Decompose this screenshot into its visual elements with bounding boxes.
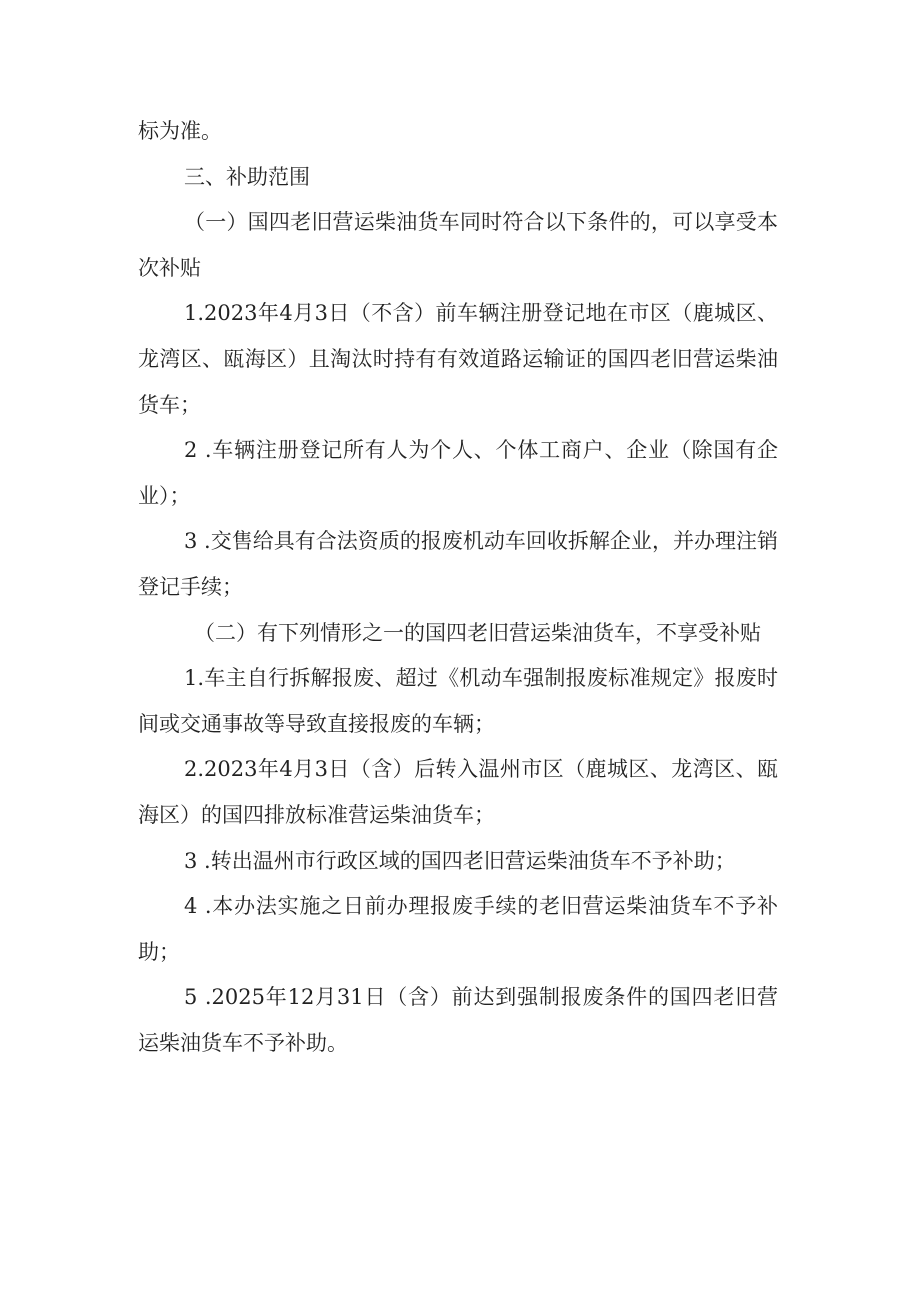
ineligible-condition-4: 4 .本办法实施之日前办理报废手续的老旧营运柴油货车不予补助； [138, 894, 778, 964]
ineligible-condition-1: 1.车主自行拆解报废、超过《机动车强制报废标准规定》报废时间或交通事故等导致直接报废的车辆； [138, 666, 778, 736]
subsection-eligible-heading: （一）国四老旧营运柴油货车同时符合以下条件的，可以享受本次补贴 [138, 210, 778, 280]
subsection-ineligible-heading: （二）有下列情形之一的国四老旧营运柴油货车，不享受补贴 [194, 620, 761, 645]
eligible-condition-2: 2 .车辆注册登记所有人为个人、个体工商户、企业（除国有企业）； [138, 438, 778, 508]
ineligible-condition-5: 5 .2025年12月31日（含）前达到强制报废条件的国四老旧营运柴油货车不予补助。 [138, 985, 778, 1055]
eligible-condition-1: 1.2023年4月3日（不含）前车辆注册登记地在市区（鹿城区、龙湾区、瓯海区）且淘汰时持有有效道路运输证的国四老旧营运柴油货车； [138, 301, 778, 417]
eligible-condition-3: 3 .交售给具有合法资质的报废机动车回收拆解企业，并办理注销登记手续； [138, 529, 778, 599]
section-heading-subsidy-scope: 三、补助范围 [184, 164, 310, 189]
document-body [138, 109, 778, 1066]
ineligible-condition-3: 3 .转出温州市行政区域的国四老旧营运柴油货车不予补助； [184, 848, 736, 873]
paragraph-continuation: 标为准。 [138, 119, 222, 143]
ineligible-condition-2: 2.2023年4月3日（含）后转入温州市区（鹿城区、龙湾区、瓯海区）的国四排放标准营运柴油货车； [138, 757, 778, 827]
